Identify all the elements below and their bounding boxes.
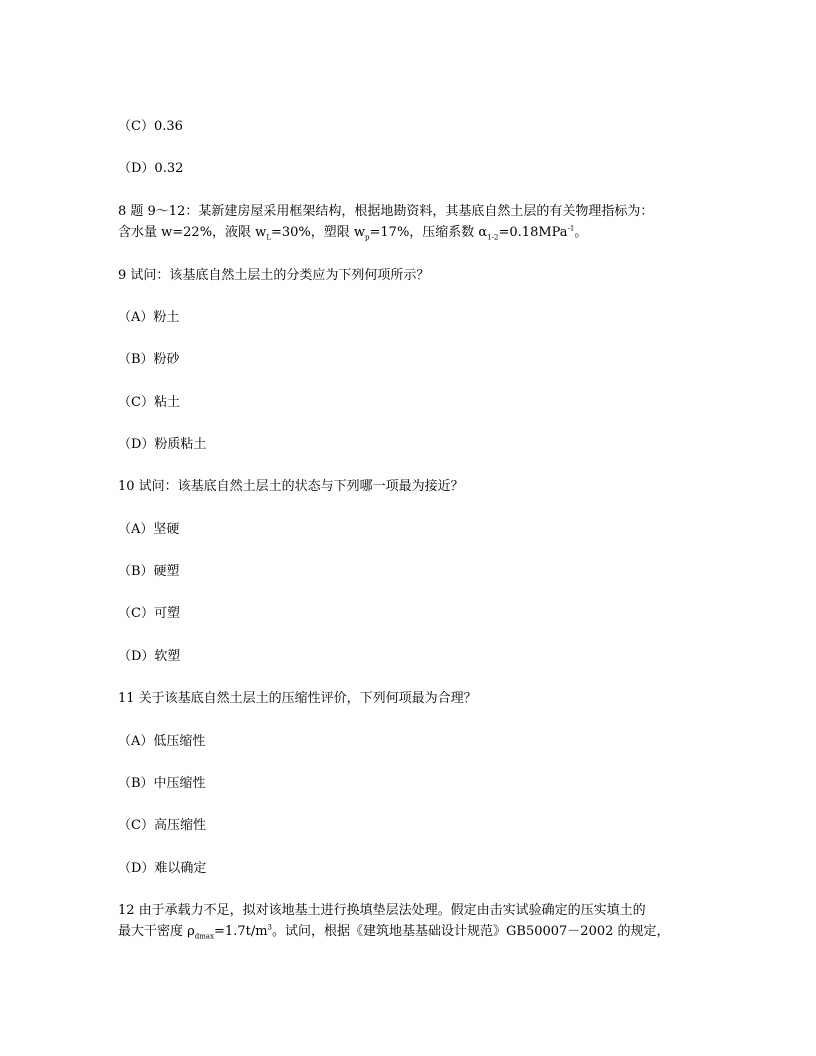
q10-option-c: （C）可塑 — [118, 606, 180, 621]
question-8-intro — [118, 201, 708, 243]
q10-option-d: （D）软塑 — [118, 649, 181, 664]
q12-text: 。试问，根据《建筑地基基础设计规范》GB50007－2002 的规定， — [272, 924, 670, 939]
q10-option-b: （B）硬塑 — [118, 564, 180, 579]
q12-sub: dmax — [194, 932, 215, 941]
q8-sub: 1-2 — [487, 233, 499, 242]
question-9: 9 试问：该基底自然土层土的分类应为下列何项所示？ — [118, 268, 430, 283]
question-10: 10 试问：该基底自然土层土的状态与下列哪一项最为接近？ — [118, 479, 464, 494]
q8-sup: -1 — [567, 224, 575, 233]
q8-text: =30%，塑限 w — [270, 225, 366, 240]
q8-text: =0.18MPa — [498, 225, 568, 240]
q8-sub: p — [365, 233, 370, 242]
q8-text: 含水量 w=22%，液限 w — [118, 225, 267, 240]
q12-line1: 12 由于承载力不足，拟对该地基土进行换填垫层法处理。假定由击实试验确定的压实填土的 — [118, 903, 646, 918]
q8-text: =17%，压缩系数 α — [369, 225, 488, 240]
q11-option-a: （A）低压缩性 — [118, 734, 206, 749]
q12-sup: 3 — [267, 923, 272, 932]
question-12 — [118, 900, 708, 942]
q9-option-d: （D）粉质粘土 — [118, 437, 207, 452]
q11-option-d: （D）难以确定 — [118, 861, 207, 876]
q9-option-c: （C）粘土 — [118, 395, 180, 410]
q11-option-c: （C）高压缩性 — [118, 818, 206, 833]
q12-text: =1.7t/m — [214, 924, 268, 939]
q9-option-b: （B）粉砂 — [118, 352, 180, 367]
q12-text: 最大干密度 ρ — [118, 924, 195, 939]
q9-option-a: （A）粉土 — [118, 310, 180, 325]
q11-option-b: （B）中压缩性 — [118, 776, 206, 791]
option-c-prev: （C）0.36 — [118, 119, 183, 134]
option-d-prev: （D）0.32 — [118, 161, 184, 176]
q8-line1: 8 题 9～12：某新建房屋采用框架结构，根据地勘资料，其基底自然土层的有关物理指标为： — [118, 204, 654, 219]
q10-option-a: （A）坚硬 — [118, 522, 180, 537]
question-11: 11 关于该基底自然土层土的压缩性评价，下列何项最为合理？ — [118, 691, 477, 706]
q8-sub: L — [266, 233, 271, 242]
q8-text: 。 — [574, 225, 588, 240]
